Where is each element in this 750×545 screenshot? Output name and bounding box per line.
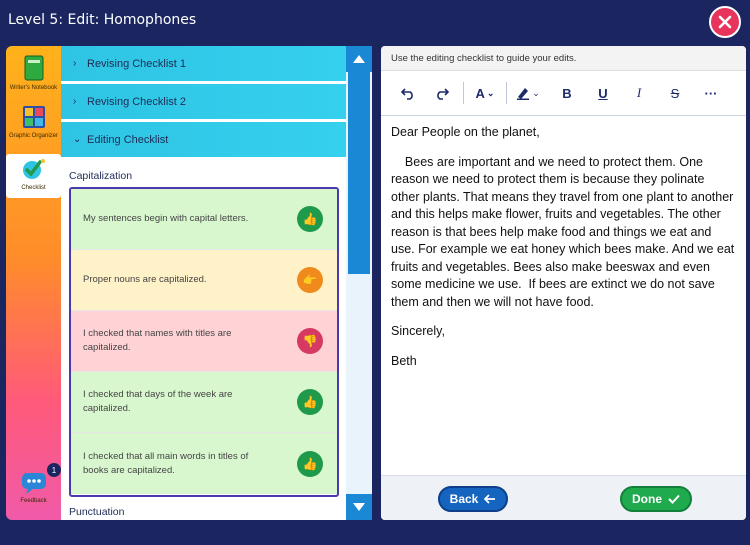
checklist-item <box>71 250 337 311</box>
thumbs-down-icon[interactable]: 👎 <box>297 328 323 354</box>
checklist-icon <box>21 156 47 182</box>
editor-toolbar <box>381 71 746 116</box>
letter-signature: Beth <box>391 353 417 368</box>
checklist-item <box>71 433 337 494</box>
chevron-right-icon: › <box>73 58 77 69</box>
rail-item-feedback[interactable] <box>6 471 61 511</box>
toolbar-divider <box>506 82 507 104</box>
checklist-item-text: I checked that names with titles are capitalized. <box>83 328 232 353</box>
section-title-capitalization: Capitalization <box>69 170 133 182</box>
accordion-label: Revising Checklist 2 <box>87 95 187 108</box>
editor-footer <box>381 475 746 520</box>
redo-icon[interactable] <box>427 81 457 105</box>
rail-item-organizer[interactable] <box>6 104 61 150</box>
thumbs-up-icon[interactable]: 👍 <box>297 389 323 415</box>
bold-icon[interactable]: B <box>562 85 572 101</box>
undo-icon[interactable] <box>393 81 423 105</box>
checklist-item-text: I checked that days of the week are capitalized. <box>83 389 233 414</box>
font-color-icon[interactable]: A ⌄ <box>475 85 495 101</box>
toolbar-divider <box>463 82 464 104</box>
accordion-editing[interactable] <box>61 122 346 157</box>
letter-body: Bees are important and we need to protect them. One reason we need to protect them is because they polinate other plants. That means they travel from one plant to another and this helps make flower, fruits and vegetables. The other reason is that bees help make food and things we eat and use. For example we eat honey which bees make. And we eat fruits and vegetables. Bees also make beeswax and even some medicine we use. If bees are extinct we do not save them and then we will not have food. <box>391 154 738 309</box>
italic-icon[interactable]: I <box>636 85 642 100</box>
rail-item-label: Writer's Notebook <box>9 85 58 91</box>
chevron-right-icon: › <box>73 96 77 107</box>
checklist-scrollbar[interactable] <box>346 46 372 520</box>
accordion-revising-1[interactable] <box>61 46 346 81</box>
checklist-item <box>71 372 337 433</box>
checklist-panel <box>61 46 346 520</box>
underline-icon[interactable]: U <box>598 85 608 101</box>
thumbs-sideways-icon[interactable]: 👉 <box>297 267 323 293</box>
tool-rail <box>6 46 61 520</box>
window-title: Level 5: Edit: Homophones <box>8 12 197 28</box>
letter-closing: Sincerely, <box>391 324 445 338</box>
checkmark-icon <box>668 494 680 504</box>
thumbs-up-icon[interactable]: 👍 <box>297 451 323 477</box>
strikethrough-icon[interactable]: S <box>670 85 680 101</box>
scroll-down-button[interactable] <box>346 494 372 520</box>
scrollbar-thumb[interactable] <box>348 72 370 274</box>
accordion-label: Editing Checklist <box>87 133 169 146</box>
scroll-up-button[interactable] <box>346 46 372 72</box>
rail-item-label: Graphic Organizer <box>8 133 59 139</box>
more-icon[interactable]: ··· <box>704 85 718 101</box>
checklist-item-text: My sentences begin with capital letters. <box>83 213 249 224</box>
rail-item-checklist[interactable] <box>6 154 61 198</box>
notebook-icon <box>22 54 46 82</box>
triangle-down-icon <box>352 502 366 512</box>
rail-item-label: Checklist <box>21 185 46 191</box>
back-label: Back <box>449 492 479 506</box>
organizer-icon <box>21 104 47 130</box>
chat-icon <box>20 471 48 495</box>
text-editor <box>381 46 746 520</box>
feedback-count-badge: 1 <box>47 463 61 477</box>
arrow-left-icon <box>484 494 496 504</box>
accordion-label: Revising Checklist 1 <box>87 57 187 70</box>
checklist-item <box>71 189 337 250</box>
editor-content[interactable] <box>381 116 746 370</box>
highlight-icon[interactable]: ⌄ <box>513 81 543 105</box>
close-icon <box>718 15 732 29</box>
checklist-items <box>69 187 339 497</box>
triangle-up-icon <box>352 54 366 64</box>
checklist-item <box>71 311 337 372</box>
done-label: Done <box>632 492 662 506</box>
thumbs-up-icon[interactable]: 👍 <box>297 206 323 232</box>
back-button[interactable] <box>438 486 508 512</box>
checklist-item-text: I checked that all main words in titles of books are capitalized. <box>83 450 249 476</box>
checklist-item-text: Proper nouns are capitalized. <box>83 274 207 285</box>
done-button[interactable] <box>620 486 692 512</box>
chevron-down-icon: ⌄ <box>73 134 82 145</box>
close-button[interactable] <box>709 6 741 38</box>
section-title-punctuation: Punctuation <box>69 506 125 518</box>
editor-hint: Use the editing checklist to guide your edits. <box>381 46 746 71</box>
rail-item-notebook[interactable] <box>6 54 61 100</box>
rail-item-label: Feedback <box>20 498 47 504</box>
letter-salutation: Dear People on the planet, <box>391 125 540 139</box>
accordion-revising-2[interactable] <box>61 84 346 119</box>
